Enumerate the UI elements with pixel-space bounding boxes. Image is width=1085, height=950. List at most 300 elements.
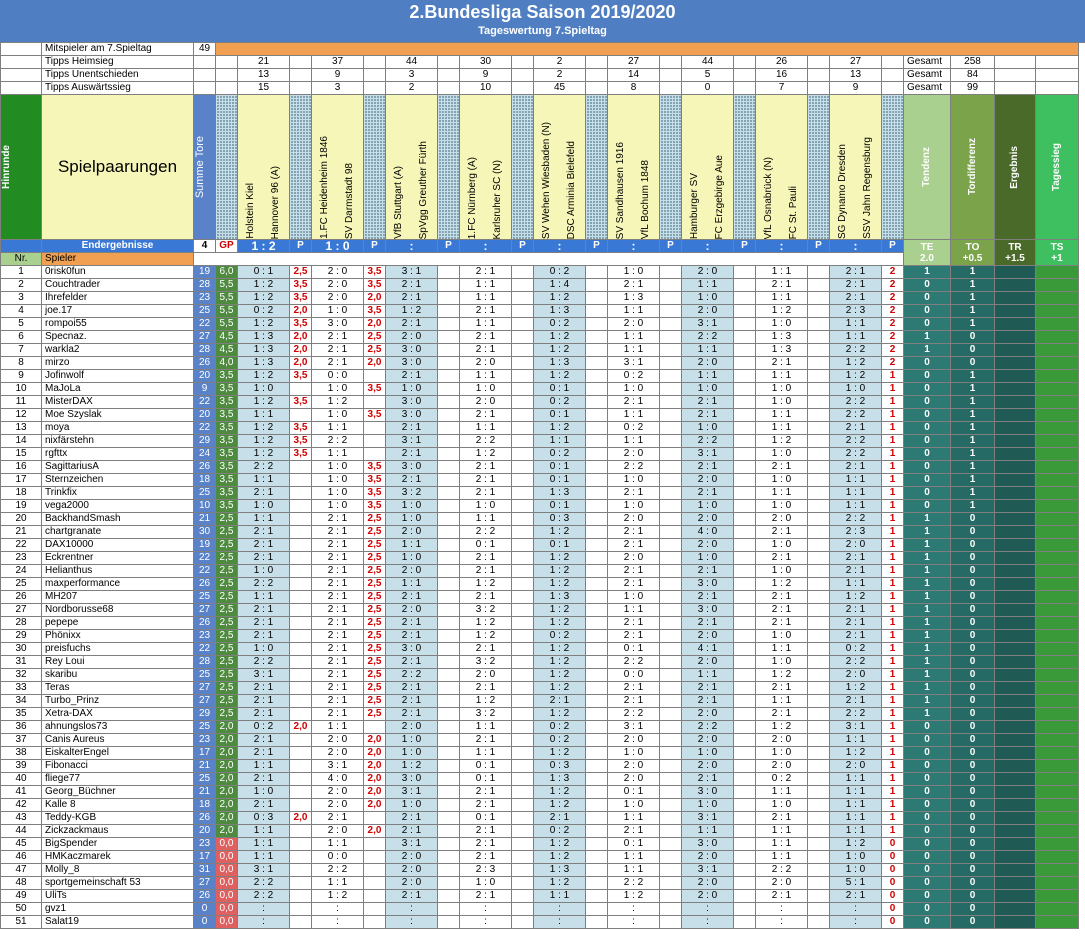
player-name: MaJoLa xyxy=(42,383,194,396)
player-points: 1 xyxy=(882,513,904,526)
player-tip: 5 : 1 xyxy=(830,877,882,890)
player-points xyxy=(808,305,830,318)
player-points xyxy=(438,851,460,864)
player-tip: 1 : 1 xyxy=(460,721,512,734)
player-tip: 2 : 0 xyxy=(608,552,660,565)
player-points xyxy=(734,318,756,331)
player-points xyxy=(512,864,534,877)
player-goals: 26 xyxy=(194,890,216,903)
player-points xyxy=(364,448,386,461)
player-points xyxy=(512,604,534,617)
player-points xyxy=(512,474,534,487)
player-ts xyxy=(1036,812,1079,825)
player-tip: 2 : 2 xyxy=(608,877,660,890)
table-row xyxy=(1,357,1079,370)
tipp-count: 13 xyxy=(238,69,290,82)
spieler-label: Spieler xyxy=(42,253,194,266)
player-tip: 1 : 2 xyxy=(534,708,586,721)
tipp-count: 44 xyxy=(682,56,734,69)
player-tip: 2 : 0 xyxy=(312,279,364,292)
player-tip: 1 : 1 xyxy=(756,786,808,799)
player-points xyxy=(438,708,460,721)
player-points xyxy=(438,734,460,747)
player-goals: 22 xyxy=(194,318,216,331)
player-points xyxy=(660,708,682,721)
player-tip: 2 : 0 xyxy=(386,877,438,890)
player-points xyxy=(290,526,312,539)
player-tip: 2 : 0 xyxy=(682,890,734,903)
player-tip: 2 : 0 xyxy=(312,734,364,747)
player-tip: 1 : 0 xyxy=(682,552,734,565)
player-points xyxy=(586,565,608,578)
player-tip: 3 : 0 xyxy=(682,838,734,851)
player-tip: 1 : 2 xyxy=(608,890,660,903)
player-gp: 4,0 xyxy=(216,357,238,370)
player-to: 1 xyxy=(951,383,995,396)
player-points xyxy=(438,695,460,708)
player-points xyxy=(586,422,608,435)
player-points xyxy=(734,422,756,435)
player-tip: : xyxy=(460,916,512,929)
player-points xyxy=(512,643,534,656)
player-to: 1 xyxy=(951,435,995,448)
player-nr: 12 xyxy=(1,409,42,422)
player-points xyxy=(586,825,608,838)
player-points xyxy=(512,487,534,500)
player-points: 3,5 xyxy=(364,383,386,396)
player-tip: 2 : 0 xyxy=(682,656,734,669)
player-points xyxy=(808,838,830,851)
player-tip: 1 : 2 xyxy=(534,838,586,851)
player-points xyxy=(734,357,756,370)
player-tip: 1 : 0 xyxy=(608,747,660,760)
table-row xyxy=(1,591,1079,604)
player-points: 3,5 xyxy=(364,279,386,292)
player-tip: 1 : 2 xyxy=(238,370,290,383)
player-points xyxy=(808,877,830,890)
player-tip: 2 : 1 xyxy=(830,552,882,565)
player-points xyxy=(660,695,682,708)
player-tip: 1 : 2 xyxy=(534,331,586,344)
player-te: 1 xyxy=(904,266,951,279)
player-to: 0 xyxy=(951,669,995,682)
player-tip: 1 : 1 xyxy=(238,591,290,604)
player-nr: 15 xyxy=(1,448,42,461)
player-te: 0 xyxy=(904,799,951,812)
player-points: 1 xyxy=(882,695,904,708)
player-tip: 2 : 1 xyxy=(460,331,512,344)
player-to: 1 xyxy=(951,448,995,461)
player-tip: 3 : 0 xyxy=(386,396,438,409)
player-tip: 2 : 1 xyxy=(312,695,364,708)
player-to: 1 xyxy=(951,422,995,435)
player-ts xyxy=(1036,643,1079,656)
player-tip: 2 : 1 xyxy=(460,565,512,578)
player-gp: 4,5 xyxy=(216,344,238,357)
player-points: 1 xyxy=(882,825,904,838)
team-home: SV Wehen Wiesbaden (N) xyxy=(540,121,552,239)
player-te: 0 xyxy=(904,838,951,851)
player-name: Eckrentner xyxy=(42,552,194,565)
player-points xyxy=(660,591,682,604)
player-points xyxy=(512,435,534,448)
player-name: HMKaczmarek xyxy=(42,851,194,864)
player-points xyxy=(808,474,830,487)
player-tip: 2 : 1 xyxy=(386,890,438,903)
player-points: 2,0 xyxy=(364,292,386,305)
player-tip: 1 : 2 xyxy=(830,370,882,383)
player-ts xyxy=(1036,539,1079,552)
player-to: 0 xyxy=(951,565,995,578)
player-points xyxy=(660,604,682,617)
player-tip: 2 : 2 xyxy=(312,864,364,877)
player-tip: 1 : 2 xyxy=(312,890,364,903)
player-tip: 0 : 3 xyxy=(534,760,586,773)
player-name: MH207 xyxy=(42,591,194,604)
player-points: 3,5 xyxy=(364,305,386,318)
player-tip: 2 : 2 xyxy=(830,708,882,721)
player-tip: 2 : 1 xyxy=(238,708,290,721)
player-tip: 1 : 0 xyxy=(756,474,808,487)
player-tr xyxy=(995,331,1036,344)
player-tip: 2 : 0 xyxy=(830,539,882,552)
player-tip: 2 : 2 xyxy=(460,526,512,539)
summe-tore-label: Summe Tore xyxy=(194,135,206,199)
ergebnis-header xyxy=(995,95,1036,240)
player-te: 0 xyxy=(904,825,951,838)
player-tip: 2 : 1 xyxy=(608,396,660,409)
player-tip: 2 : 2 xyxy=(830,396,882,409)
player-name: skaribu xyxy=(42,669,194,682)
blank-cell xyxy=(660,82,682,95)
player-gp: 2,5 xyxy=(216,604,238,617)
player-points xyxy=(734,591,756,604)
player-points xyxy=(586,851,608,864)
player-tip: 1 : 1 xyxy=(460,292,512,305)
player-points xyxy=(586,734,608,747)
tipp-count: 16 xyxy=(756,69,808,82)
player-tip: 2 : 0 xyxy=(608,448,660,461)
match-header xyxy=(830,95,882,240)
player-points xyxy=(586,305,608,318)
player-te: 0 xyxy=(904,370,951,383)
player-te: 1 xyxy=(904,630,951,643)
player-points xyxy=(438,474,460,487)
player-points xyxy=(512,513,534,526)
player-tip: 2 : 1 xyxy=(460,682,512,695)
player-tr xyxy=(995,721,1036,734)
player-points xyxy=(734,526,756,539)
player-te: 0 xyxy=(904,786,951,799)
player-name: preisfuchs xyxy=(42,643,194,656)
result-colon: : xyxy=(332,239,343,253)
player-points: 2,5 xyxy=(364,643,386,656)
player-points xyxy=(586,409,608,422)
player-points xyxy=(438,682,460,695)
player-name: Canis Aureus xyxy=(42,734,194,747)
player-te: 1 xyxy=(904,344,951,357)
player-gp: 2,0 xyxy=(216,773,238,786)
player-tip: 1 : 2 xyxy=(386,305,438,318)
player-goals: 17 xyxy=(194,747,216,760)
player-tr xyxy=(995,318,1036,331)
player-points xyxy=(364,916,386,929)
player-tip: 2 : 0 xyxy=(682,851,734,864)
player-points xyxy=(438,799,460,812)
player-tip: 2 : 1 xyxy=(608,617,660,630)
player-nr: 48 xyxy=(1,877,42,890)
player-tip: 2 : 0 xyxy=(608,513,660,526)
table-row xyxy=(1,760,1079,773)
player-name: Trinkfix xyxy=(42,487,194,500)
result-cell xyxy=(682,240,734,253)
player-points xyxy=(512,617,534,630)
player-points xyxy=(290,604,312,617)
player-points xyxy=(438,357,460,370)
player-te: 0 xyxy=(904,903,951,916)
player-points: 0 xyxy=(882,903,904,916)
player-tip: 1 : 0 xyxy=(608,266,660,279)
player-points: 1 xyxy=(882,500,904,513)
player-points: 3,5 xyxy=(364,500,386,513)
player-goals: 0 xyxy=(194,903,216,916)
player-tip: 2 : 1 xyxy=(238,773,290,786)
player-tip: 1 : 1 xyxy=(608,331,660,344)
player-tip: 1 : 0 xyxy=(756,383,808,396)
match-header xyxy=(386,95,438,240)
player-tip: 1 : 2 xyxy=(830,838,882,851)
player-tip: 1 : 1 xyxy=(756,825,808,838)
player-points xyxy=(660,617,682,630)
blank-cell xyxy=(808,82,830,95)
player-nr: 38 xyxy=(1,747,42,760)
player-gp: 2,5 xyxy=(216,643,238,656)
player-tr xyxy=(995,760,1036,773)
player-points xyxy=(734,331,756,344)
player-to: 0 xyxy=(951,890,995,903)
player-points xyxy=(660,760,682,773)
player-points xyxy=(660,513,682,526)
dotted-cell xyxy=(808,95,830,240)
player-tip: 1 : 0 xyxy=(312,487,364,500)
player-points: 1 xyxy=(882,734,904,747)
tagessieg-label: Tagessieg xyxy=(1051,142,1062,192)
player-tip: 2 : 1 xyxy=(460,838,512,851)
player-points xyxy=(290,500,312,513)
player-to: 0 xyxy=(951,877,995,890)
player-tip: 1 : 2 xyxy=(534,370,586,383)
player-tip: 0 : 2 xyxy=(534,721,586,734)
player-points xyxy=(660,318,682,331)
player-tip: 2 : 1 xyxy=(830,630,882,643)
table-row xyxy=(1,305,1079,318)
player-points xyxy=(808,448,830,461)
player-tip: : xyxy=(534,903,586,916)
player-name: Specnaz. xyxy=(42,331,194,344)
player-nr: 1 xyxy=(1,266,42,279)
player-tip: 2 : 1 xyxy=(238,526,290,539)
player-ts xyxy=(1036,825,1079,838)
player-tip: 1 : 0 xyxy=(460,500,512,513)
player-tip: 3 : 1 xyxy=(682,812,734,825)
player-tip: 1 : 1 xyxy=(608,604,660,617)
player-ts xyxy=(1036,604,1079,617)
tipp-count: 14 xyxy=(608,69,660,82)
player-tip: 1 : 0 xyxy=(608,591,660,604)
score-head-label: TE xyxy=(920,241,934,253)
player-tip: 1 : 1 xyxy=(460,747,512,760)
player-ts xyxy=(1036,916,1079,929)
player-te: 0 xyxy=(904,448,951,461)
player-goals: 20 xyxy=(194,409,216,422)
match-header xyxy=(238,95,290,240)
player-points xyxy=(734,890,756,903)
player-name: rgfttx xyxy=(42,448,194,461)
player-gp: 3,5 xyxy=(216,461,238,474)
table-row xyxy=(1,682,1079,695)
player-to: 1 xyxy=(951,266,995,279)
player-tip: 2 : 2 xyxy=(386,669,438,682)
player-tip: 1 : 1 xyxy=(756,695,808,708)
player-tip: 1 : 2 xyxy=(460,630,512,643)
player-ts xyxy=(1036,357,1079,370)
player-tip: : xyxy=(534,916,586,929)
tipp-count: 2 xyxy=(534,56,586,69)
player-to: 1 xyxy=(951,292,995,305)
player-tr xyxy=(995,851,1036,864)
player-tip: 2 : 1 xyxy=(386,318,438,331)
player-ts xyxy=(1036,578,1079,591)
player-tip: : xyxy=(830,916,882,929)
tipp-count: 2 xyxy=(534,69,586,82)
player-tip: 2 : 0 xyxy=(312,747,364,760)
player-tip: 0 : 1 xyxy=(534,539,586,552)
player-points xyxy=(290,487,312,500)
player-points xyxy=(290,799,312,812)
player-tip: 2 : 1 xyxy=(534,812,586,825)
result-colon: : xyxy=(483,239,488,253)
player-tip: 2 : 0 xyxy=(386,526,438,539)
blank-cell xyxy=(364,69,386,82)
mitspieler-label: Mitspieler am 7.Spieltag xyxy=(42,43,194,56)
player-name: rompoi55 xyxy=(42,318,194,331)
player-points xyxy=(586,487,608,500)
player-tr xyxy=(995,500,1036,513)
player-points xyxy=(808,747,830,760)
player-tip: 1 : 0 xyxy=(682,500,734,513)
player-name: Fibonacci xyxy=(42,760,194,773)
player-points: 2,0 xyxy=(364,786,386,799)
player-tip: 1 : 1 xyxy=(682,370,734,383)
player-goals: 23 xyxy=(194,734,216,747)
player-tr xyxy=(995,370,1036,383)
player-points xyxy=(512,656,534,669)
dotted-cell xyxy=(586,95,608,240)
player-gp: 0,0 xyxy=(216,851,238,864)
player-tip: 2 : 1 xyxy=(312,617,364,630)
player-tip: 1 : 1 xyxy=(608,344,660,357)
dotted-cell xyxy=(364,95,386,240)
table-row xyxy=(1,331,1079,344)
result-colon: : xyxy=(779,239,784,253)
player-gp: 2,5 xyxy=(216,669,238,682)
player-nr: 49 xyxy=(1,890,42,903)
blank-cell xyxy=(1,43,42,56)
player-points xyxy=(808,799,830,812)
player-tip: 0 : 2 xyxy=(534,396,586,409)
player-tip: 2 : 1 xyxy=(312,643,364,656)
player-gp: 0,0 xyxy=(216,916,238,929)
player-tip: 2 : 0 xyxy=(312,799,364,812)
player-points xyxy=(586,357,608,370)
player-points xyxy=(290,747,312,760)
player-points: 2,0 xyxy=(364,825,386,838)
player-points xyxy=(734,617,756,630)
player-points xyxy=(438,916,460,929)
player-tip: 2 : 1 xyxy=(608,279,660,292)
player-tip: 1 : 1 xyxy=(830,318,882,331)
player-points xyxy=(586,695,608,708)
player-points xyxy=(808,461,830,474)
player-points: 3,5 xyxy=(364,461,386,474)
player-tr xyxy=(995,734,1036,747)
player-nr: 50 xyxy=(1,903,42,916)
player-points xyxy=(290,695,312,708)
score-head-value: 2.0 xyxy=(920,252,934,264)
player-points xyxy=(660,448,682,461)
player-tip: 2 : 0 xyxy=(312,266,364,279)
player-tip: 2 : 1 xyxy=(312,591,364,604)
player-points xyxy=(438,643,460,656)
player-nr: 3 xyxy=(1,292,42,305)
player-te: 1 xyxy=(904,708,951,721)
player-points xyxy=(512,890,534,903)
tipp-count: 45 xyxy=(534,82,586,95)
player-points xyxy=(660,682,682,695)
player-nr: 30 xyxy=(1,643,42,656)
player-points xyxy=(438,487,460,500)
player-tip: 0 : 2 xyxy=(534,318,586,331)
player-tip: 3 : 1 xyxy=(386,786,438,799)
player-points xyxy=(734,799,756,812)
blank-cell xyxy=(194,56,216,69)
player-te: 0 xyxy=(904,812,951,825)
player-points xyxy=(734,370,756,383)
player-tip: 2 : 0 xyxy=(682,357,734,370)
player-points xyxy=(438,279,460,292)
player-points xyxy=(364,721,386,734)
player-tr xyxy=(995,682,1036,695)
hinrunde-label: Hinrunde xyxy=(1,145,12,189)
player-to: 0 xyxy=(951,799,995,812)
player-tip: : xyxy=(608,916,660,929)
p-label: P xyxy=(808,240,830,253)
player-points: 2,5 xyxy=(364,552,386,565)
player-points xyxy=(586,435,608,448)
player-points xyxy=(586,604,608,617)
player-tip: 2 : 1 xyxy=(460,474,512,487)
player-points xyxy=(438,422,460,435)
player-tip: 2 : 0 xyxy=(312,292,364,305)
player-tr xyxy=(995,552,1036,565)
player-gp: 3,5 xyxy=(216,422,238,435)
player-tip: 2 : 0 xyxy=(682,877,734,890)
team-away: DSC Arminia Bielefeld xyxy=(566,140,578,239)
player-points: 2,5 xyxy=(364,331,386,344)
player-points xyxy=(290,565,312,578)
player-tip: 2 : 1 xyxy=(238,539,290,552)
player-tip: 2 : 1 xyxy=(312,344,364,357)
